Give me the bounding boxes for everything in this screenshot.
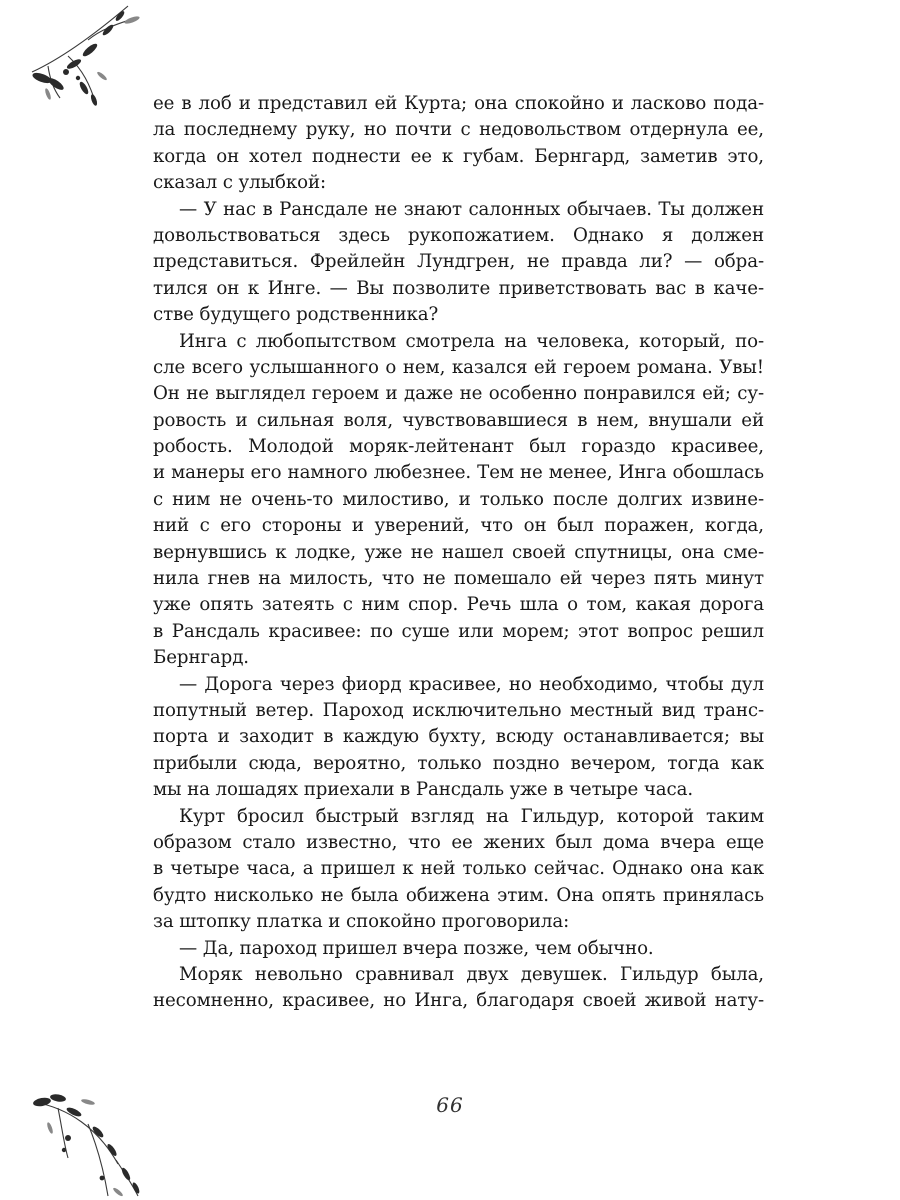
- text-line: прибыли сюда, вероятно, только поздно вечером, тогда как: [153, 752, 764, 774]
- text-line: и манеры его намного любезнее. Тем не менее, Инга обошлась: [153, 462, 764, 484]
- text-line: несомненно, красивее, но Инга, благодаря своей живой нату-: [153, 990, 764, 1012]
- text-line: тился он к Инге. — Вы позволите приветствовать вас в каче-: [153, 277, 764, 299]
- text-line: вернувшись к лодке, уже не нашел своей спутницы, она сме-: [153, 541, 764, 563]
- text-line: стве будущего родственника?: [153, 304, 439, 326]
- text-line: представиться. Фрейлейн Лундгрен, не правда ли? — обра-: [153, 251, 764, 273]
- text-line: порта и заходит в каждую бухту, всюду останавливается; вы: [153, 726, 764, 748]
- page-number: 66: [436, 1093, 464, 1117]
- text-line: ровость и сильная воля, чувствовавшиеся в нем, внушали ей: [153, 409, 764, 431]
- page-body-text: [153, 91, 764, 1015]
- text-line: нила гнев на милость, что не помешало ей через пять минут: [153, 568, 764, 590]
- text-line: образом стало известно, что ее жених был дома вчера еще: [153, 831, 764, 853]
- text-line: Моряк невольно сравнивал двух девушек. Гильдур была,: [179, 963, 764, 985]
- text-line: Инга с любопытством смотрела на человека, который, по-: [179, 330, 764, 352]
- text-line: в Рансдаль красивее: по суше или морем; этот вопрос решил: [153, 620, 764, 642]
- text-line: ла последнему руку, но почти с недовольством отдернула ее,: [153, 119, 764, 141]
- floral-ornament-bottom-icon: [28, 1088, 148, 1200]
- text-line: в четыре часа, а пришел к ней только сейчас. Однако она как: [153, 858, 764, 880]
- text-line: будто нисколько не была обижена этим. Она опять принялась: [153, 884, 764, 906]
- text-line: мы на лошадях приехали в Рансдаль уже в четыре часа.: [153, 779, 693, 801]
- text-line: робость. Молодой моряк-лейтенант был гораздо красивее,: [153, 436, 764, 458]
- text-line: за штопку платка и спокойно проговорила:: [153, 911, 570, 933]
- text-line: ее в лоб и представил ей Курта; она спокойно и ласково пода-: [153, 93, 764, 114]
- text-line: Он не выглядел героем и даже не особенно понравился ей; су-: [153, 383, 764, 405]
- text-line: довольствоваться здесь рукопожатием. Однако я должен: [153, 224, 764, 246]
- text-line: когда он хотел поднести ее к губам. Бернгард, заметив это,: [153, 145, 764, 167]
- text-line: с ним не очень-то милостиво, и только после долгих извине-: [153, 488, 764, 510]
- text-line: Бернгард.: [153, 647, 249, 669]
- text-line: Курт бросил быстрый взгляд на Гильдур, которой таким: [179, 805, 764, 827]
- text-line: — У нас в Рансдале не знают салонных обычаев. Ты должен: [179, 198, 764, 220]
- text-line: уже опять затеять с ним спор. Речь шла о том, какая дорога: [153, 594, 764, 616]
- text-line: — Дорога через фиорд красивее, но необходимо, чтобы дул: [179, 673, 764, 695]
- text-line: ний с его стороны и уверений, что он был поражен, когда,: [153, 515, 764, 537]
- text-line: попутный ветер. Пароход исключительно местный вид транс-: [153, 699, 764, 721]
- text-line: сказал с улыбкой:: [153, 172, 327, 194]
- text-line: — Да, пароход пришел вчера позже, чем обычно.: [179, 937, 654, 959]
- floral-ornament-top-icon: [28, 0, 148, 112]
- text-line: сле всего услышанного о нем, казался ей героем романа. Увы!: [153, 356, 764, 378]
